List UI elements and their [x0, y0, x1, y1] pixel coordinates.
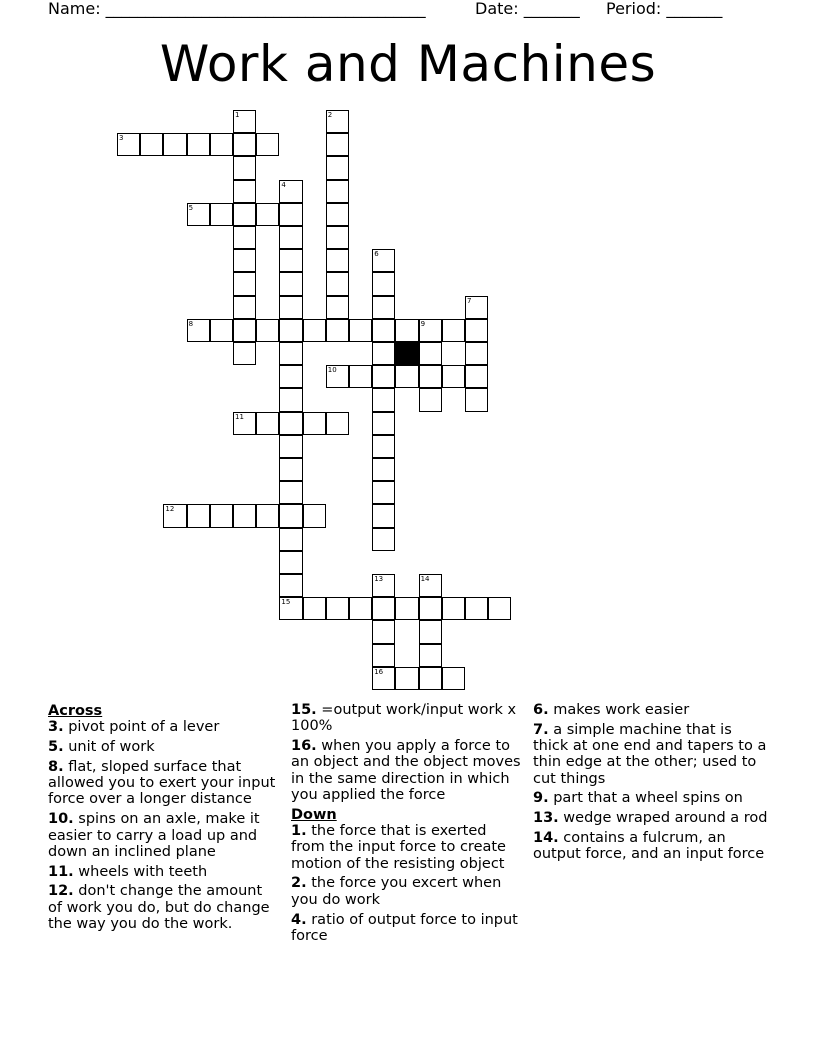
grid-cell[interactable]: [372, 644, 395, 667]
clue-text: =output work/input work x 100%: [291, 702, 517, 735]
clue-across-11: [48, 864, 280, 880]
clue-down-9: [533, 790, 769, 806]
grid-cell[interactable]: [349, 365, 372, 388]
date-field[interactable]: Date: _______: [475, 0, 580, 18]
clue-down-4: [291, 912, 523, 945]
grid-cell[interactable]: [326, 156, 349, 179]
grid-cell[interactable]: [210, 504, 233, 527]
clues-column-1: [48, 702, 280, 936]
grid-cell[interactable]: [419, 365, 442, 388]
clue-across-5: [48, 739, 280, 755]
grid-cell[interactable]: [442, 365, 465, 388]
grid-cell[interactable]: [233, 156, 256, 179]
clue-number-label: 14: [420, 575, 430, 583]
grid-cell[interactable]: [256, 412, 279, 435]
period-field[interactable]: Period: _______: [606, 0, 723, 18]
grid-cell[interactable]: [326, 226, 349, 249]
grid-cell[interactable]: [372, 528, 395, 551]
grid-cell[interactable]: [117, 133, 140, 156]
clue-across-16: [291, 738, 523, 803]
clue-across-12: [48, 883, 280, 932]
clues-column-2: [291, 702, 523, 948]
grid-cell[interactable]: [465, 296, 488, 319]
grid-cell[interactable]: [372, 272, 395, 295]
clue-down-14: [533, 830, 769, 863]
grid-cell[interactable]: [372, 481, 395, 504]
grid-cell[interactable]: [279, 481, 302, 504]
grid-cell[interactable]: [349, 319, 372, 342]
grid-cell[interactable]: [303, 319, 326, 342]
grid-cell[interactable]: [279, 203, 302, 226]
clue-number: 10.: [48, 811, 74, 828]
clue-number-label: 8: [188, 319, 194, 328]
grid-cell[interactable]: [233, 504, 256, 527]
clue-text: when you apply a force to an object and the object moves in the same direction in which you applied the force: [291, 738, 521, 803]
grid-cell[interactable]: [372, 458, 395, 481]
grid-cell[interactable]: [279, 249, 302, 272]
clue-number-label: 10: [327, 366, 337, 375]
grid-cell[interactable]: [465, 597, 488, 620]
grid-cell[interactable]: [419, 644, 442, 667]
clue-across-8: [48, 759, 280, 808]
grid-cell[interactable]: [395, 365, 418, 388]
grid-cell[interactable]: [372, 296, 395, 319]
grid-cell[interactable]: [442, 319, 465, 342]
grid-cell[interactable]: [187, 133, 210, 156]
grid-cell[interactable]: [326, 110, 349, 133]
grid-cell[interactable]: [233, 272, 256, 295]
clue-down-7: [533, 722, 769, 787]
grid-cell[interactable]: [303, 504, 326, 527]
grid-cell[interactable]: [303, 412, 326, 435]
clue-text: wheels with teeth: [78, 863, 208, 880]
across-heading: Across: [48, 703, 103, 719]
clue-number-label: 9: [420, 319, 426, 328]
clue-down-6: [533, 702, 769, 718]
grid-cell[interactable]: [419, 620, 442, 643]
grid-cell[interactable]: [349, 597, 372, 620]
clue-number: 12.: [48, 883, 74, 900]
grid-cell[interactable]: [279, 458, 302, 481]
clue-number-label: 15: [281, 598, 291, 607]
grid-cell[interactable]: [279, 574, 302, 597]
grid-cell[interactable]: [395, 319, 418, 342]
clue-number: 3.: [48, 719, 64, 736]
grid-cell[interactable]: [465, 388, 488, 411]
clue-number: 14.: [533, 830, 559, 847]
grid-cell[interactable]: [326, 133, 349, 156]
clue-number: 2.: [291, 875, 307, 892]
grid-cell[interactable]: [372, 504, 395, 527]
grid-cell[interactable]: [187, 319, 210, 342]
grid-cell[interactable]: [279, 296, 302, 319]
grid-cell[interactable]: [233, 412, 256, 435]
clue-number-label: 7: [467, 296, 472, 305]
clue-text: wedge wraped around a rod: [563, 810, 768, 827]
grid-cell[interactable]: [279, 342, 302, 365]
grid-block: [395, 342, 418, 365]
grid-cell[interactable]: [395, 597, 418, 620]
clue-number: 9.: [533, 790, 549, 807]
grid-cell[interactable]: [465, 342, 488, 365]
clue-number: 6.: [533, 702, 549, 718]
clue-text: makes work easier: [553, 702, 690, 718]
clue-number-label: 13: [374, 575, 384, 583]
clue-down-1: [291, 823, 523, 872]
grid-cell[interactable]: [233, 180, 256, 203]
clue-across-15: [291, 702, 523, 735]
clue-number: 4.: [291, 911, 307, 928]
clue-text: pivot point of a lever: [68, 719, 220, 736]
clues-column-3: [533, 702, 769, 866]
grid-cell[interactable]: [187, 504, 210, 527]
grid-cell[interactable]: [326, 272, 349, 295]
clue-number: 13.: [533, 810, 559, 827]
clue-number: 16.: [291, 738, 317, 755]
grid-cell[interactable]: [326, 412, 349, 435]
grid-cell[interactable]: [279, 319, 302, 342]
grid-cell[interactable]: [442, 667, 465, 690]
clue-number: 1.: [291, 823, 307, 840]
grid-cell[interactable]: [279, 412, 302, 435]
clue-text: contains a fulcrum, an output force, and an input force: [533, 830, 765, 863]
clue-text: don't change the amount of work you do, but do change the way you do the work.: [48, 883, 270, 933]
clue-across-3: [48, 719, 280, 735]
grid-cell[interactable]: [372, 365, 395, 388]
grid-cell[interactable]: [279, 551, 302, 574]
grid-cell[interactable]: [326, 180, 349, 203]
grid-cell[interactable]: [233, 342, 256, 365]
clue-number-label: 16: [374, 667, 384, 676]
clue-number: 15.: [291, 702, 317, 718]
grid-cell[interactable]: [233, 226, 256, 249]
grid-cell[interactable]: [465, 319, 488, 342]
clue-text: flat, sloped surface that allowed you to exert your input force over a longer distance: [48, 758, 276, 808]
clue-down-2: [291, 875, 523, 908]
grid-cell[interactable]: [279, 435, 302, 458]
grid-cell[interactable]: [233, 133, 256, 156]
page-title: Work and Machines: [159, 35, 657, 93]
clue-number: 11.: [48, 863, 74, 880]
grid-cell[interactable]: [140, 133, 163, 156]
clue-number-label: 3: [119, 134, 124, 143]
grid-cell[interactable]: [488, 597, 511, 620]
grid-cell[interactable]: [233, 203, 256, 226]
grid-cell[interactable]: [326, 597, 349, 620]
grid-cell[interactable]: [419, 342, 442, 365]
grid-cell[interactable]: [279, 226, 302, 249]
grid-cell[interactable]: [372, 667, 395, 690]
grid-cell[interactable]: [326, 296, 349, 319]
clue-text: the force that is exerted from the input force to create motion of the resisting object: [291, 823, 506, 872]
grid-cell[interactable]: [372, 319, 395, 342]
grid-cell[interactable]: [279, 272, 302, 295]
clue-number: 5.: [48, 739, 64, 756]
name-field[interactable]: Name: ________________________________________: [48, 0, 426, 18]
clue-text: ratio of output force to input force: [291, 911, 518, 944]
grid-cell[interactable]: [163, 133, 186, 156]
grid-cell[interactable]: [326, 249, 349, 272]
grid-cell[interactable]: [210, 203, 233, 226]
grid-cell[interactable]: [326, 319, 349, 342]
grid-cell[interactable]: [372, 249, 395, 272]
clue-number-label: 2: [327, 111, 333, 119]
clue-number-label: 6: [374, 250, 379, 259]
grid-cell[interactable]: [326, 365, 349, 388]
grid-cell[interactable]: [372, 574, 395, 597]
grid-cell[interactable]: [419, 574, 442, 597]
grid-cell[interactable]: [233, 319, 256, 342]
grid-cell[interactable]: [210, 133, 233, 156]
grid-cell[interactable]: [372, 435, 395, 458]
grid-cell[interactable]: [419, 597, 442, 620]
clue-number: 7.: [533, 721, 549, 738]
clue-text: part that a wheel spins on: [553, 790, 743, 807]
grid-cell[interactable]: [256, 504, 279, 527]
grid-cell[interactable]: [303, 597, 326, 620]
down-heading: Down: [291, 806, 337, 823]
grid-cell[interactable]: [256, 133, 279, 156]
grid-cell[interactable]: [279, 597, 302, 620]
clue-number-label: 12: [165, 505, 175, 514]
clue-number-label: 5: [188, 203, 194, 212]
grid-cell[interactable]: [279, 180, 302, 203]
grid-cell[interactable]: [419, 319, 442, 342]
grid-cell[interactable]: [372, 342, 395, 365]
grid-cell[interactable]: [372, 412, 395, 435]
clue-number-label: 1: [235, 111, 240, 119]
grid-cell[interactable]: [372, 388, 395, 411]
grid-cell[interactable]: [465, 365, 488, 388]
grid-cell[interactable]: [419, 667, 442, 690]
grid-cell[interactable]: [372, 597, 395, 620]
grid-cell[interactable]: [256, 203, 279, 226]
clue-text: unit of work: [68, 739, 155, 756]
grid-cell[interactable]: [442, 597, 465, 620]
grid-cell[interactable]: [279, 528, 302, 551]
clue-text: a simple machine that is thick at one end and tapers to a thin edge at the other; used to cut things: [533, 721, 767, 787]
grid-cell[interactable]: [326, 203, 349, 226]
grid-cell[interactable]: [279, 388, 302, 411]
grid-cell[interactable]: [419, 388, 442, 411]
clue-text: spins on an axle, make it easier to carry a load up and down an inclined plane: [48, 811, 260, 860]
clue-number-label: 4: [281, 180, 286, 189]
grid-cell[interactable]: [279, 365, 302, 388]
clue-text: the force you excert when you do work: [291, 875, 502, 908]
grid-cell[interactable]: [187, 203, 210, 226]
grid-cell[interactable]: [395, 667, 418, 690]
grid-cell[interactable]: [233, 296, 256, 319]
grid-cell[interactable]: [210, 319, 233, 342]
clue-across-10: [48, 811, 280, 860]
clue-number: 8.: [48, 758, 64, 775]
grid-cell[interactable]: [233, 110, 256, 133]
grid-cell[interactable]: [372, 620, 395, 643]
grid-cell[interactable]: [279, 504, 302, 527]
clue-down-13: [533, 810, 769, 826]
grid-cell[interactable]: [256, 319, 279, 342]
grid-cell[interactable]: [163, 504, 186, 527]
clue-number-label: 11: [235, 412, 244, 421]
grid-cell[interactable]: [233, 249, 256, 272]
